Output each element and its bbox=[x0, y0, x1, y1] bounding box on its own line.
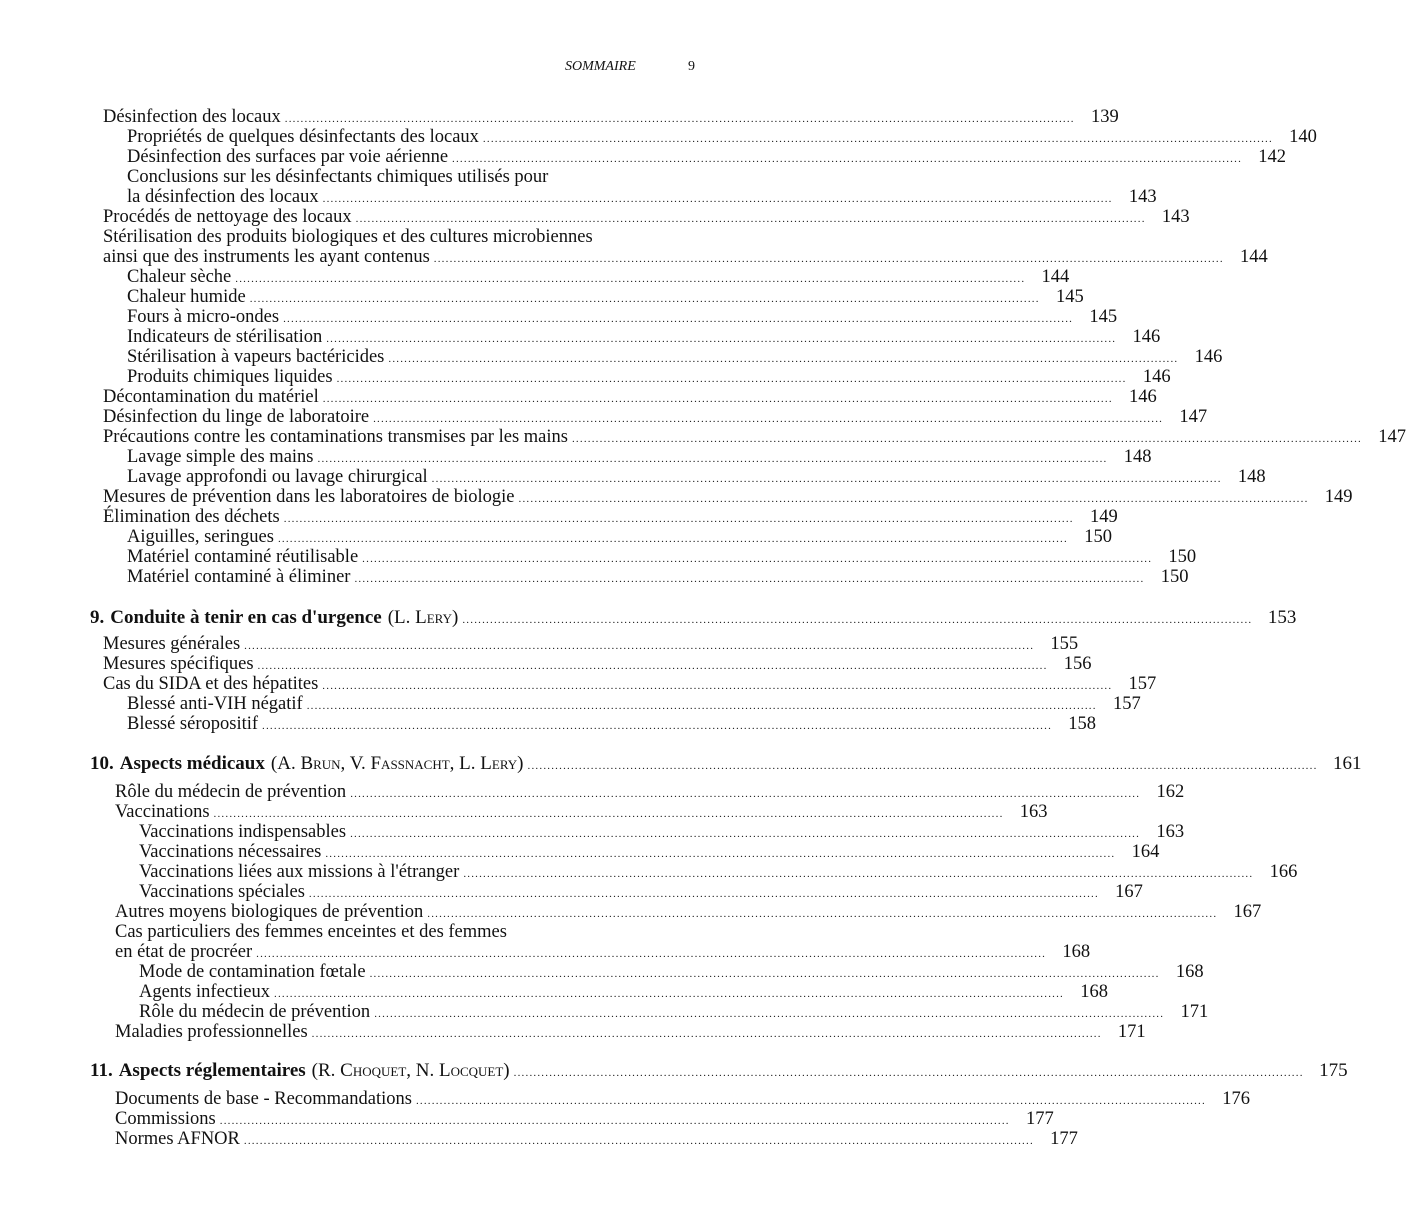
toc-entry bbox=[127, 147, 1287, 167]
dot-leader: ........................................................................................................................................................................................................ bbox=[452, 153, 1243, 165]
toc-entry bbox=[127, 167, 698, 187]
toc-entry bbox=[103, 107, 1119, 127]
chapter-page: 175 bbox=[1319, 1060, 1348, 1081]
toc-entry bbox=[115, 902, 1262, 922]
dot-leader: ........................................................................................................................................................................................................ bbox=[317, 453, 1108, 465]
toc-entry bbox=[127, 307, 1118, 327]
entry-page: 158 bbox=[1068, 714, 1097, 734]
entry-page: 164 bbox=[1131, 842, 1160, 862]
toc-entry bbox=[127, 327, 1161, 347]
entry-page: 155 bbox=[1050, 634, 1079, 654]
entry-page: 177 bbox=[1050, 1129, 1078, 1149]
toc-entry bbox=[103, 387, 1157, 407]
chapter-heading bbox=[90, 753, 1362, 774]
entry-page: 171 bbox=[1180, 1002, 1209, 1022]
dot-leader: ........................................................................................................................................................................................................ bbox=[277, 533, 1068, 545]
toc-entry bbox=[139, 822, 1185, 842]
entry-title: Agents infectieux bbox=[139, 982, 270, 1002]
dot-leader: ........................................................................................................................................................................................................ bbox=[219, 1115, 1010, 1127]
toc-entry bbox=[103, 634, 1079, 654]
dot-leader: ........................................................................................................................................................................................................ bbox=[243, 1135, 1034, 1147]
chapter-heading bbox=[90, 1060, 1348, 1081]
toc-entry bbox=[103, 427, 1406, 447]
dot-leader: ........................................................................................................................................................................................................ bbox=[274, 988, 1064, 1000]
chapter-title: Conduite à tenir en cas d'urgence bbox=[110, 607, 382, 628]
dot-leader: ........................................................................................................................................................................................................ bbox=[518, 493, 1309, 505]
dot-leader: ........................................................................................................................................................................................................ bbox=[354, 573, 1145, 585]
dot-leader: ........................................................................................................................................................................................................ bbox=[373, 413, 1164, 425]
entry-page: 167 bbox=[1233, 902, 1262, 922]
toc-entry bbox=[127, 287, 1084, 307]
entry-title: Lavage approfondi ou lavage chirurgical bbox=[127, 467, 428, 487]
entry-title: Élimination des déchets bbox=[103, 507, 280, 527]
entry-title: Mode de contamination fœtale bbox=[139, 962, 366, 982]
dot-leader: ........................................................................................................................................................................................................ bbox=[262, 720, 1053, 732]
dot-leader: ........................................................................................................................................................................................................ bbox=[308, 888, 1099, 900]
dot-leader: ........................................................................................................................................................................................................ bbox=[527, 760, 1318, 772]
chapter-page: 153 bbox=[1267, 607, 1297, 628]
dot-leader: ........................................................................................................................................................................................................ bbox=[388, 353, 1179, 365]
dot-leader: ........................................................................................................................................................................................................ bbox=[355, 213, 1146, 225]
dot-leader: ........................................................................................................................................................................................................ bbox=[336, 373, 1127, 385]
entry-page: 163 bbox=[1156, 822, 1185, 842]
dot-leader: ........................................................................................................................................................................................................ bbox=[235, 273, 1026, 285]
entry-title: Désinfection du linge de laboratoire bbox=[103, 407, 370, 427]
entry-page: 168 bbox=[1080, 982, 1108, 1002]
toc-entry bbox=[103, 227, 698, 247]
entry-title: Rôle du médecin de prévention bbox=[115, 782, 347, 802]
dot-leader: ........................................................................................................................................................................................................ bbox=[249, 293, 1040, 305]
entry-title: Rôle du médecin de prévention bbox=[139, 1002, 371, 1022]
entry-title: Stérilisation des produits biologiques et des cultures microbiennes bbox=[103, 227, 593, 247]
dot-leader: ........................................................................................................................................................................................................ bbox=[213, 808, 1004, 820]
chapter-title: Aspects médicaux bbox=[119, 753, 265, 774]
dot-leader: ........................................................................................................................................................................................................ bbox=[350, 828, 1141, 840]
toc-entry bbox=[115, 1109, 1054, 1129]
toc-entry bbox=[103, 674, 1157, 694]
dot-leader: ........................................................................................................................................................................................................ bbox=[369, 968, 1160, 980]
page-number: 9 bbox=[688, 59, 695, 74]
entry-title: Maladies professionnelles bbox=[115, 1022, 308, 1042]
toc-entry bbox=[103, 487, 1353, 507]
chapter-title-group bbox=[90, 608, 458, 628]
entry-title: Chaleur humide bbox=[127, 287, 246, 307]
chapter-page: 161 bbox=[1333, 753, 1362, 774]
entry-page: 146 bbox=[1194, 347, 1223, 367]
dot-leader: ........................................................................................................................................................................................................ bbox=[284, 113, 1075, 125]
entry-page: 166 bbox=[1269, 862, 1298, 882]
entry-title: Vaccinations spéciales bbox=[139, 882, 305, 902]
toc-entry bbox=[103, 507, 1118, 527]
entry-title: Documents de base - Recommandations bbox=[115, 1089, 412, 1109]
dot-leader: ........................................................................................................................................................................................................ bbox=[283, 313, 1074, 325]
entry-title: Désinfection des locaux bbox=[103, 107, 281, 127]
entry-title: Blessé séropositif bbox=[127, 714, 259, 734]
entry-page: 146 bbox=[1132, 327, 1161, 347]
entry-title: Fours à micro-ondes bbox=[127, 307, 280, 327]
entry-page: 157 bbox=[1128, 674, 1157, 694]
entry-title: Aiguilles, seringues bbox=[127, 527, 274, 547]
dot-leader: ........................................................................................................................................................................................................ bbox=[433, 253, 1224, 265]
toc-entry bbox=[127, 467, 1266, 487]
entry-title: Normes AFNOR bbox=[115, 1129, 240, 1149]
entry-page: 156 bbox=[1063, 654, 1092, 674]
dot-leader: ........................................................................................................................................................................................................ bbox=[513, 1067, 1304, 1079]
entry-title: Produits chimiques liquides bbox=[127, 367, 333, 387]
entry-page: 157 bbox=[1112, 694, 1141, 714]
toc-entry bbox=[103, 247, 1268, 267]
entry-title: Vaccinations bbox=[115, 802, 210, 822]
entry-title: Conclusions sur les désinfectants chimiques utilisés pour bbox=[127, 167, 549, 187]
entry-page: 163 bbox=[1019, 802, 1048, 822]
toc-entry bbox=[139, 862, 1298, 882]
entry-page: 143 bbox=[1128, 187, 1157, 207]
toc-entry bbox=[115, 1022, 1146, 1042]
entry-title: la désinfection des locaux bbox=[127, 187, 319, 207]
dot-leader: ........................................................................................................................................................................................................ bbox=[322, 193, 1113, 205]
entry-title: Cas du SIDA et des hépatites bbox=[103, 674, 319, 694]
entry-page: 149 bbox=[1090, 507, 1118, 527]
toc-entry bbox=[139, 982, 1108, 1002]
dot-leader: ........................................................................................................................................................................................................ bbox=[350, 788, 1141, 800]
toc-entry bbox=[127, 447, 1152, 467]
dot-leader: ........................................................................................................................................................................................................ bbox=[256, 948, 1047, 960]
entry-title: Cas particuliers des femmes enceintes et des femmes bbox=[115, 922, 507, 942]
toc-entry bbox=[127, 187, 1157, 207]
dot-leader: ........................................................................................................................................................................................................ bbox=[257, 660, 1048, 672]
toc-entry bbox=[127, 127, 1317, 147]
entry-page: 144 bbox=[1240, 247, 1268, 267]
toc-entry bbox=[115, 1129, 1078, 1149]
entry-page: 146 bbox=[1142, 367, 1171, 387]
entry-page: 143 bbox=[1161, 207, 1190, 227]
toc-entry bbox=[103, 407, 1208, 427]
dot-leader: ........................................................................................................................................................................................................ bbox=[325, 848, 1116, 860]
toc-entry bbox=[139, 962, 1204, 982]
toc-entry bbox=[139, 842, 1160, 862]
entry-page: 167 bbox=[1115, 882, 1143, 902]
entry-title: en état de procréer bbox=[115, 942, 253, 962]
dot-leader: ........................................................................................................................................................................................................ bbox=[326, 333, 1117, 345]
toc-entry bbox=[115, 942, 1091, 962]
entry-page: 177 bbox=[1026, 1109, 1054, 1129]
entry-page: 140 bbox=[1289, 127, 1317, 147]
dot-leader: ........................................................................................................................................................................................................ bbox=[244, 640, 1035, 652]
dot-leader: ........................................................................................................................................................................................................ bbox=[482, 133, 1273, 145]
toc-entry bbox=[139, 882, 1143, 902]
toc-entry bbox=[103, 207, 1190, 227]
toc-entry bbox=[115, 922, 698, 942]
toc-entry bbox=[103, 654, 1092, 674]
entry-page: 168 bbox=[1175, 962, 1204, 982]
entry-page: 150 bbox=[1168, 547, 1197, 567]
entry-title: Propriétés de quelques désinfectants des locaux bbox=[127, 127, 479, 147]
entry-title: Mesures spécifiques bbox=[103, 654, 254, 674]
toc-entry bbox=[127, 694, 1141, 714]
dot-leader: ........................................................................................................................................................................................................ bbox=[283, 513, 1074, 525]
toc-entry bbox=[139, 1002, 1209, 1022]
entry-title: Blessé anti-VIH négatif bbox=[127, 694, 303, 714]
dot-leader: ........................................................................................................................................................................................................ bbox=[306, 700, 1097, 712]
entry-page: 139 bbox=[1091, 107, 1119, 127]
entry-page: 144 bbox=[1041, 267, 1070, 287]
dot-leader: ........................................................................................................................................................................................................ bbox=[362, 553, 1153, 565]
entry-page: 171 bbox=[1117, 1022, 1146, 1042]
entry-page: 150 bbox=[1160, 567, 1189, 587]
chapter-title: Aspects réglementaires bbox=[118, 1060, 306, 1081]
entry-title: Indicateurs de stérilisation bbox=[127, 327, 323, 347]
chapter-number: 10. bbox=[90, 753, 114, 774]
toc-entry bbox=[127, 547, 1197, 567]
chapter-authors: (L. Lery) bbox=[387, 607, 459, 628]
entry-title: Stérilisation à vapeurs bactéricides bbox=[127, 347, 385, 367]
chapter-number: 11. bbox=[90, 1060, 113, 1081]
dot-leader: ........................................................................................................................................................................................................ bbox=[322, 393, 1113, 405]
entry-page: 148 bbox=[1123, 447, 1152, 467]
entry-title: Mesures de prévention dans les laboratoires de biologie bbox=[103, 487, 515, 507]
running-header-title: SOMMAIRE bbox=[565, 59, 636, 74]
chapter-heading bbox=[90, 607, 1297, 628]
entry-page: 162 bbox=[1156, 782, 1185, 802]
entry-page: 168 bbox=[1062, 942, 1091, 962]
chapter-title-group bbox=[90, 1061, 510, 1081]
entry-title: Matériel contaminé à éliminer bbox=[127, 567, 351, 587]
dot-leader: ........................................................................................................................................................................................................ bbox=[427, 908, 1218, 920]
toc-entry bbox=[127, 527, 1112, 547]
entry-title: Vaccinations liées aux missions à l'étranger bbox=[139, 862, 460, 882]
dot-leader: ........................................................................................................................................................................................................ bbox=[322, 680, 1113, 692]
entry-title: Commissions bbox=[115, 1109, 216, 1129]
dot-leader: ........................................................................................................................................................................................................ bbox=[415, 1095, 1206, 1107]
chapter-title-group bbox=[90, 754, 524, 774]
entry-page: 176 bbox=[1222, 1089, 1250, 1109]
toc-entry bbox=[115, 802, 1048, 822]
entry-title: Lavage simple des mains bbox=[127, 447, 314, 467]
toc-entry bbox=[115, 782, 1185, 802]
entry-title: Désinfection des surfaces par voie aérienne bbox=[127, 147, 449, 167]
entry-page: 146 bbox=[1129, 387, 1157, 407]
dot-leader: ........................................................................................................................................................................................................ bbox=[462, 614, 1253, 626]
chapter-authors: (A. Brun, V. Fassnacht, L. Lery) bbox=[270, 753, 524, 774]
toc-entry bbox=[127, 267, 1070, 287]
entry-page: 142 bbox=[1258, 147, 1287, 167]
entry-title: Précautions contre les contaminations transmises par les mains bbox=[103, 427, 568, 447]
entry-page: 148 bbox=[1237, 467, 1266, 487]
entry-title: Vaccinations indispensables bbox=[139, 822, 347, 842]
toc-entry bbox=[127, 367, 1171, 387]
entry-page: 147 bbox=[1378, 427, 1406, 447]
entry-title: Décontamination du matériel bbox=[103, 387, 319, 407]
dot-leader: ........................................................................................................................................................................................................ bbox=[431, 473, 1222, 485]
toc-entry bbox=[127, 714, 1097, 734]
entry-page: 147 bbox=[1179, 407, 1208, 427]
entry-title: Procédés de nettoyage des locaux bbox=[103, 207, 352, 227]
dot-leader: ........................................................................................................................................................................................................ bbox=[463, 868, 1254, 880]
entry-title: Mesures générales bbox=[103, 634, 241, 654]
dot-leader: ........................................................................................................................................................................................................ bbox=[571, 433, 1362, 445]
entry-page: 150 bbox=[1084, 527, 1112, 547]
entry-title: Chaleur sèche bbox=[127, 267, 232, 287]
toc-entry bbox=[127, 347, 1223, 367]
toc-entry bbox=[115, 1089, 1250, 1109]
chapter-authors: (R. Choquet, N. Locquet) bbox=[311, 1060, 510, 1081]
entry-page: 145 bbox=[1055, 287, 1084, 307]
entry-title: Matériel contaminé réutilisable bbox=[127, 547, 359, 567]
chapter-number: 9. bbox=[90, 607, 105, 628]
entry-title: Autres moyens biologiques de prévention bbox=[115, 902, 424, 922]
entry-page: 149 bbox=[1324, 487, 1353, 507]
toc-entry bbox=[127, 567, 1189, 587]
dot-leader: ........................................................................................................................................................................................................ bbox=[374, 1008, 1165, 1020]
entry-title: Vaccinations nécessaires bbox=[139, 842, 322, 862]
dot-leader: ........................................................................................................................................................................................................ bbox=[311, 1028, 1102, 1040]
entry-title: ainsi que des instruments les ayant contenus bbox=[103, 247, 430, 267]
entry-page: 145 bbox=[1089, 307, 1118, 327]
